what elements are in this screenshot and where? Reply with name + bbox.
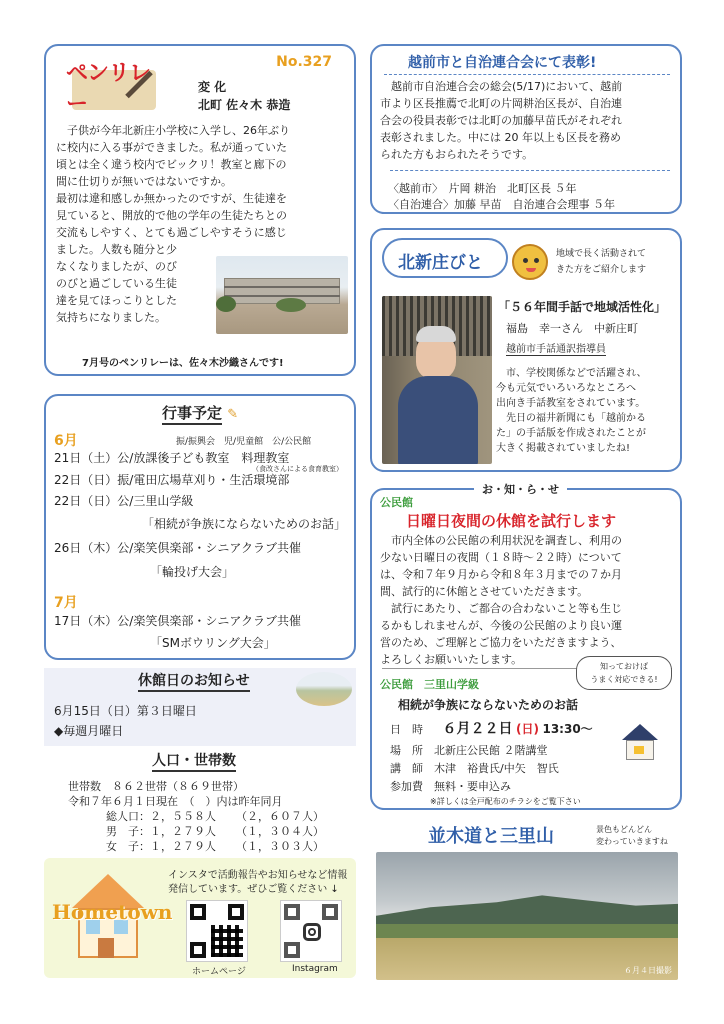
lecture-place: 場 所 北新庄公民館 ２階講堂 — [390, 744, 548, 757]
instagram-label: Instagram — [292, 964, 338, 974]
month-june: 6月 — [54, 433, 78, 449]
landscape-sub2: 変わっていきますね — [596, 837, 668, 846]
person-role: 越前市手話通訳指導員 — [506, 340, 606, 356]
lecture-footnote: ※詳しくは全戸配布のチラシをご覧下さい — [430, 797, 581, 806]
event-item: 17日（木）公/楽笑倶楽部・シニアクラブ共催 — [54, 614, 301, 628]
event-item: 22日（日）振/電田広場草刈り・生活環境部 — [54, 473, 290, 487]
instagram-icon — [308, 928, 316, 936]
event-item: 22日（日）公/三里山学級 — [54, 494, 194, 508]
person-headline: 「５６年間手話で地域活性化」 — [498, 300, 667, 314]
footer-section — [44, 858, 356, 978]
award-body: 越前市自治連合会の総会(5/17)において、越前 市より区長推薦で北町の片岡耕治区長が、自治連 合会の役員表彰では北町の加藤早苗氏がそれぞれ 表彰されました。中には 20 年以上も区長を務め られた方もおられたそうです。 — [380, 80, 623, 161]
landscape-section — [370, 818, 682, 984]
person-title-bubble — [382, 238, 508, 278]
lecture-speaker: 講 師 木津 裕貴氏/中矢 智氏 — [390, 762, 559, 775]
pencil-icon: ✎ — [227, 407, 239, 422]
school-photo — [216, 256, 348, 334]
pen-relay-section — [44, 44, 356, 376]
landscape-photo — [376, 852, 678, 980]
person-body: 市、学校関係などで活躍され、 今も元気でいろいろなところへ 出向き手話教室をされています。 先日の福井新聞にも「越前かる た」の手話版を作成されたことが 大きく掲載されていましたね! — [496, 368, 647, 454]
notice-section — [370, 483, 682, 810]
insta-note: インスタで活動報告やお知らせなど情報 — [168, 870, 348, 881]
notice-header: お・知・ら・せ — [474, 481, 567, 497]
person-intro1: 地域で長く活動されて — [556, 249, 647, 259]
notice-tag: 公民館 — [380, 496, 413, 509]
population-row: 女 子：１，２７９人 （１，３０３人） — [106, 840, 324, 853]
population-section — [44, 748, 356, 856]
population-row: 男 子：１，２７９人 （１，３０４人） — [106, 825, 324, 838]
events-title: 行事予定 ✎ — [162, 402, 238, 423]
month-july: 7月 — [54, 595, 78, 611]
person-photo — [382, 296, 492, 464]
event-item: 21日（土）公/放課後子ども教室 料理教室 — [54, 451, 290, 465]
essay-title: 変 化 — [198, 80, 227, 94]
essay-body: 子供が今年北新庄小学校に入学し、26年ぶり に校内に入る事ができました。私が通っていた 頃とは全く違う校内でビックリ！教室と廊下の 間に仕切りが無いではないですか。 最初は違和感しか無かったのですが、生徒達を 見ていると、開放的で他の学年の生徒たちとの 交流もしやすく、とても過ごしやすそうに感じ — [56, 124, 290, 239]
hometown-text: Hometown — [52, 900, 173, 924]
population-table — [106, 808, 356, 853]
lecture-date: 日 時 ６月２２日 (日) 13:30～ — [390, 721, 593, 737]
lecture-fee: 参加費 無料・要申込み — [390, 780, 511, 793]
closed-title: 休館日のお知らせ — [138, 670, 250, 692]
house-icon — [620, 724, 660, 764]
event-item: 26日（木）公/楽笑倶楽部・シニアクラブ共催 — [54, 541, 301, 555]
lecture-tag: 公民館 三里山学級 — [380, 678, 479, 691]
award-section — [370, 44, 682, 214]
award-recipient: 〈自治連合〉加藤 早苗 自治連合会理事 ５年 — [388, 198, 615, 211]
homepage-qr[interactable] — [186, 900, 248, 962]
event-item-sub: 「相続が争族にならないためのお話」 — [142, 517, 347, 531]
population-row: 総人口：２，５５８人 （２，６０７人） — [106, 810, 324, 823]
closed-days-section — [44, 668, 356, 746]
homepage-label: ホームページ — [192, 967, 246, 977]
essay-body-narrow: ました。人数も随分と少 なくなりましたが、のび のびと過ごしている生徒 達を見てほっこりとした 気持ちになりました。 — [56, 243, 177, 324]
notice-title: 日曜日夜間の休館を試行します — [406, 512, 617, 530]
photo-caption: ６月４日撮影 — [624, 966, 672, 975]
award-title: 越前市と自治連合会にて表彰! — [408, 55, 597, 71]
award-recipient: 〈越前市〉 片岡 耕治 北町区長 ５年 — [388, 182, 577, 195]
speech-bubble: 知っておけば うまく対応できる! — [576, 656, 672, 690]
instagram-qr[interactable] — [280, 900, 342, 962]
event-note: （食改さんによる食育教室） — [252, 465, 343, 473]
issue-number: No.327 — [276, 54, 332, 70]
person-title: 北新庄びと — [398, 253, 483, 273]
event-item-sub: 「SMボウリング大会」 — [150, 636, 276, 650]
essay-author: 北町 佐々木 恭造 — [198, 98, 291, 112]
hometown-logo — [52, 868, 173, 968]
events-legend: 振/振興会 児/児童館 公/公民館 — [176, 437, 312, 447]
population-title: 人口・世帯数 — [152, 750, 236, 772]
insta-note2: 発信しています。ぜひご覧ください ↓ — [168, 884, 339, 895]
pen-relay-brand: ペンリレー — [66, 61, 151, 117]
event-item-sub: 「輪投げ大会」 — [150, 565, 235, 579]
households: 世帯数 ８６２世帯（８６９世帯） — [68, 780, 244, 793]
person-section — [370, 228, 682, 472]
field-photo — [296, 672, 352, 706]
mascot-icon — [512, 244, 548, 280]
lecture-title: 相続が争族にならないためのお話 — [398, 698, 579, 712]
events-july-list — [54, 610, 354, 654]
landscape-sub1: 景色もどんどん — [596, 825, 652, 834]
notice-body: 市内全体の公民館の利用状況を調査し、利用の 少ない日曜日の夜間（１８時～２２時）について は、令和７年９月から令和８年３月までの７か月 間、試行的に休館とさせていただきます。 試行にあたり、ご都合の合わないこと等も生じ るかもしれませんが、今後の公民館のより良い運 営のため、ご理解とご協力をいただきますよう、 よろしくお願いいたします。 — [380, 534, 622, 666]
events-june-list — [54, 448, 354, 584]
next-writer: 7月号のペンリレーは、佐々木沙織さんです! — [82, 358, 284, 369]
events-section — [44, 394, 356, 660]
pen-relay-logo — [66, 56, 166, 117]
person-name: 福島 幸一さん 中新庄町 — [506, 322, 638, 335]
person-intro2: きた方をご紹介します — [556, 265, 647, 275]
closed-line1: 6月15日（日）第３日曜日 — [54, 704, 197, 718]
landscape-title: 並木道と三里山 — [428, 826, 554, 847]
population-asof: 令和７年６月１日現在 （ ）内は昨年同月 — [68, 795, 283, 808]
closed-line2: ◆毎週月曜日 — [54, 724, 124, 738]
